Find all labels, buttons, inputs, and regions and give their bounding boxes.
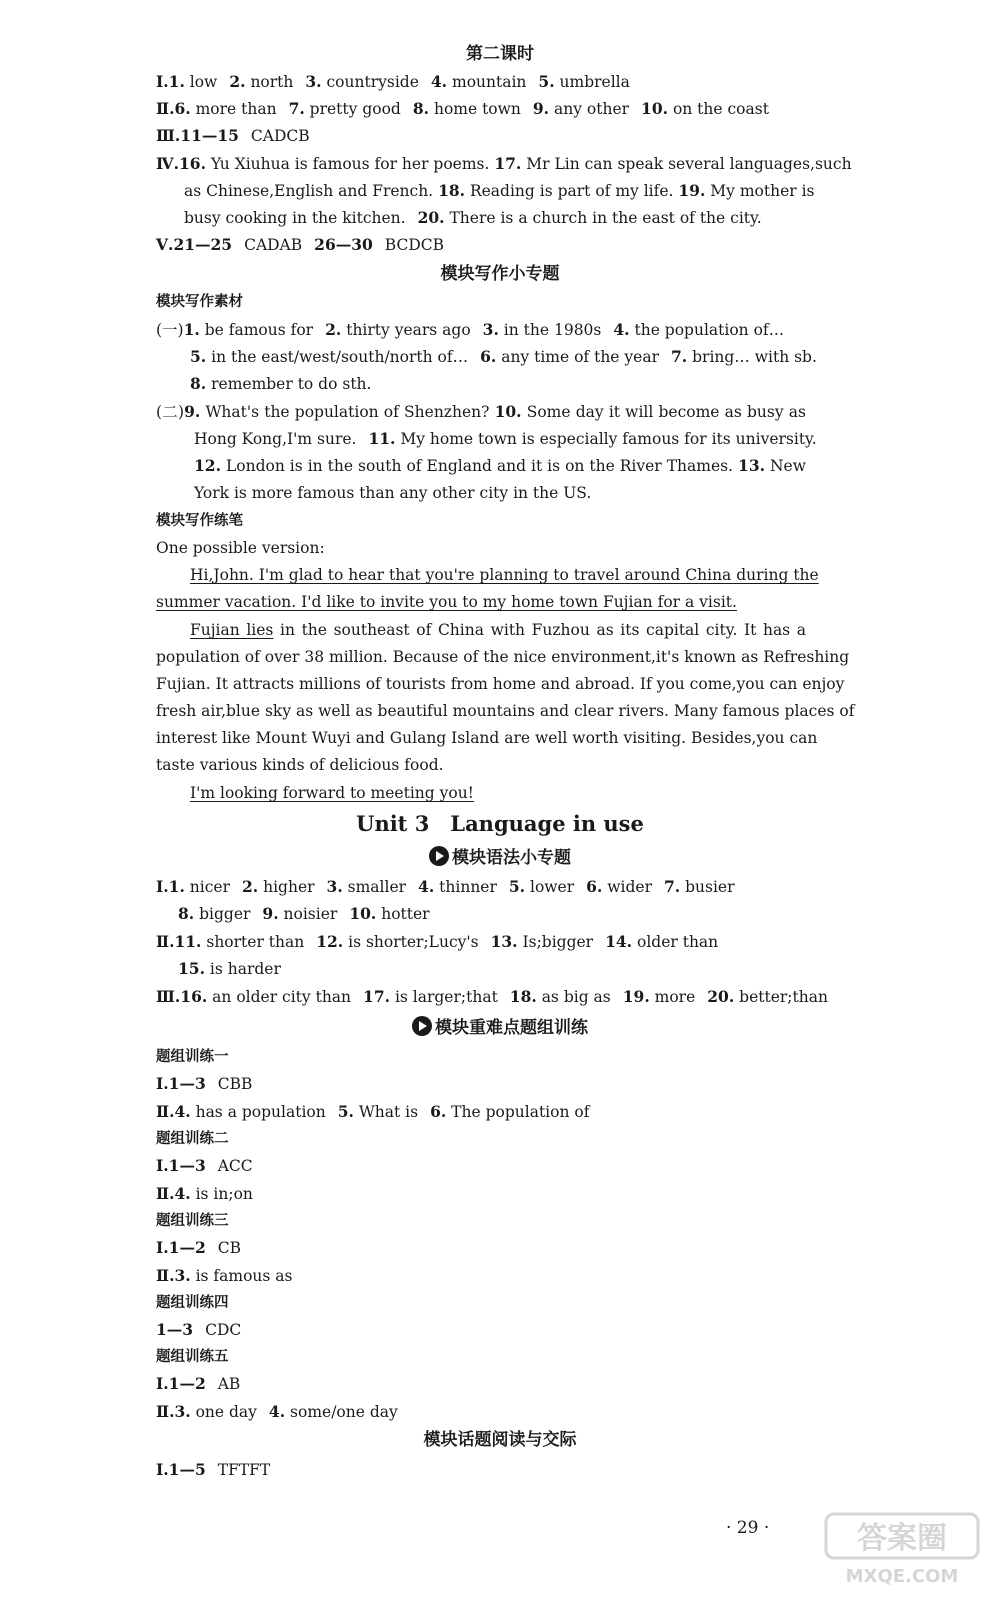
sample-para2-line6: taste various kinds of delicious food.: [156, 756, 444, 774]
play-icon: [429, 846, 449, 866]
drill5-part-ii: Ⅱ.3. one day 4. some/one day: [156, 1402, 398, 1421]
materials-group2-line2: Hong Kong,I'm sure. 11. My home town is especially famous for its university.: [194, 429, 817, 448]
materials-group1-line2: 5. in the east/west/south/north of… 6. any time of the year 7. bring… with sb.: [190, 347, 817, 366]
drill2-heading: 题组训练二: [156, 1130, 229, 1147]
grammar-part-i-line1: Ⅰ.1. nicer 2. higher 3. smaller 4. thinner 5. lower 6. wider 7. busier: [156, 877, 735, 896]
section-title-lesson2: 第二课时: [466, 44, 534, 64]
sample-intro: One possible version:: [156, 539, 325, 557]
sample-para3: I'm looking forward to meeting you!: [190, 784, 474, 802]
drill3-part-ii: Ⅱ.3. is famous as: [156, 1266, 293, 1285]
drill1-part-ii: Ⅱ.4. has a population 5. What is 6. The population of: [156, 1102, 590, 1121]
sample-para2-line5: interest like Mount Wuyi and Gulang Island are well worth visiting. Besides,you can: [156, 729, 818, 747]
reading-part-i: Ⅰ.1—5 TFTFT: [156, 1460, 271, 1479]
section-title-writing: 模块写作小专题: [440, 264, 560, 284]
grammar-part-i-line2: 8. bigger 9. noisier 10. hotter: [178, 904, 430, 923]
drill5-part-i: Ⅰ.1—2 AB: [156, 1374, 241, 1393]
sample-para1-line1: Hi,John. I'm glad to hear that you're planning to travel around China during the: [190, 566, 819, 584]
drill1-part-i: Ⅰ.1—3 CBB: [156, 1074, 253, 1093]
drill5-heading: 题组训练五: [156, 1348, 229, 1365]
drill3-part-i: Ⅰ.1—2 CB: [156, 1238, 241, 1257]
unit-title: Unit 3 Language in use: [356, 811, 644, 836]
lesson2-part-iv-line3: busy cooking in the kitchen. 20. There is a church in the east of the city.: [184, 208, 762, 227]
page-number: · 29 ·: [726, 1518, 770, 1538]
drill4-part: 1—3 CDC: [156, 1320, 242, 1339]
drill1-heading: 题组训练一: [156, 1048, 229, 1065]
lesson2-part-iii: Ⅲ.11—15 CADCB: [156, 126, 310, 145]
lesson2-part-iv-line1: Ⅳ.16. Yu Xiuhua is famous for her poems. 17. Mr Lin can speak several languages,such: [156, 154, 852, 173]
materials-group1-line3: 8. remember to do sth.: [190, 374, 372, 393]
play-icon: [412, 1016, 432, 1036]
lesson2-part-v: Ⅴ.21—25 CADAB 26—30 BCDCB: [156, 235, 445, 254]
materials-group2-line4: York is more famous than any other city in the US.: [194, 484, 592, 502]
materials-group1-line1: (一)1. be famous for 2. thirty years ago 3. in the 1980s 4. the population of…: [156, 320, 785, 339]
watermark-logo: [822, 1510, 982, 1590]
drill4-heading: 题组训练四: [156, 1294, 229, 1311]
materials-group2-line3: 12. London is in the south of England and it is on the River Thames. 13. New: [194, 456, 806, 475]
sample-para2-line3: Fujian. It attracts millions of tourists from home and abroad. If you come,you can enjoy: [156, 675, 845, 693]
section-title-drills: 模块重难点题组训练: [0, 1016, 1000, 1038]
sample-para2-line2: population of over 38 million. Because of the nice environment,it's known as Refreshing: [156, 648, 850, 666]
grammar-part-ii-line2: 15. is harder: [178, 959, 281, 978]
lesson2-part-iv-line2: as Chinese,English and French. 18. Reading is part of my life. 19. My mother is: [184, 181, 815, 200]
grammar-part-iii: Ⅲ.16. an older city than 17. is larger;that 18. as big as 19. more 20. better;than: [156, 987, 828, 1006]
lesson2-part-i: Ⅰ.1. low 2. north 3. countryside 4. mountain 5. umbrella: [156, 72, 630, 91]
svg-text:MXQE.COM: MXQE.COM: [845, 1566, 959, 1587]
drill2-part-i: Ⅰ.1—3 ACC: [156, 1156, 253, 1175]
grammar-part-ii-line1: Ⅱ.11. shorter than 12. is shorter;Lucy's 13. Is;bigger 14. older than: [156, 932, 719, 951]
lesson2-part-ii: Ⅱ.6. more than 7. pretty good 8. home town 9. any other 10. on the coast: [156, 99, 769, 118]
drill2-part-ii: Ⅱ.4. is in;on: [156, 1184, 253, 1203]
sample-para2-line4: fresh air,blue sky as well as beautiful mountains and clear rivers. Many famous places of: [156, 702, 855, 720]
sample-para2-line1: Fujian lies in the southeast of China with Fuzhou as its capital city. It has a: [190, 621, 806, 639]
materials-group2-line1: (二)9. What's the population of Shenzhen? 10. Some day it will become as busy as: [156, 402, 806, 421]
svg-text:答案圈: 答案圈: [857, 1521, 947, 1556]
sample-para1-line2: summer vacation. I'd like to invite you to my home town Fujian for a visit.: [156, 593, 737, 611]
writing-practice-heading: 模块写作练笔: [156, 512, 243, 529]
drill3-heading: 题组训练三: [156, 1212, 229, 1229]
section-title-grammar: 模块语法小专题: [0, 846, 1000, 868]
section-title-reading: 模块话题阅读与交际: [423, 1430, 577, 1450]
writing-materials-heading: 模块写作素材: [156, 293, 243, 310]
